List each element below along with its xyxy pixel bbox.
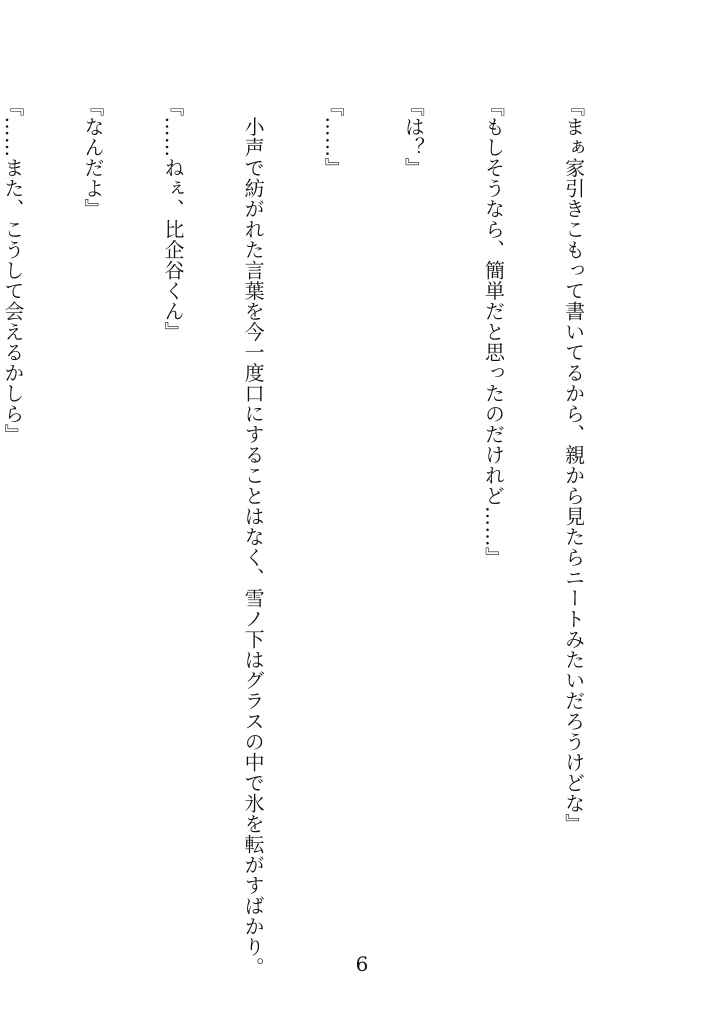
text-line: 『……ねぇ、比企谷くん』: [161, 96, 186, 342]
text-line: 『は？』: [401, 96, 426, 178]
vertical-text-block: [0, 96, 640, 978]
text-line: 『……』: [321, 96, 346, 178]
text-line: 『まぁ家引きこもって書いてるから、親から見たらニートみたいだろうけどな』: [561, 96, 586, 834]
text-line: 小声で紡がれた言葉を今一度口にすることはなく、雪ノ下はグラスの中で氷を転がすばかり。: [241, 96, 266, 978]
text-line: 『……また、こうして会えるかしら』: [0, 96, 25, 445]
text-line: 『もしそうなら、簡単だと思ったのだけれど……』: [481, 96, 506, 568]
text-line: 『なんだよ』: [80, 96, 105, 219]
page-number: 6: [355, 952, 369, 976]
